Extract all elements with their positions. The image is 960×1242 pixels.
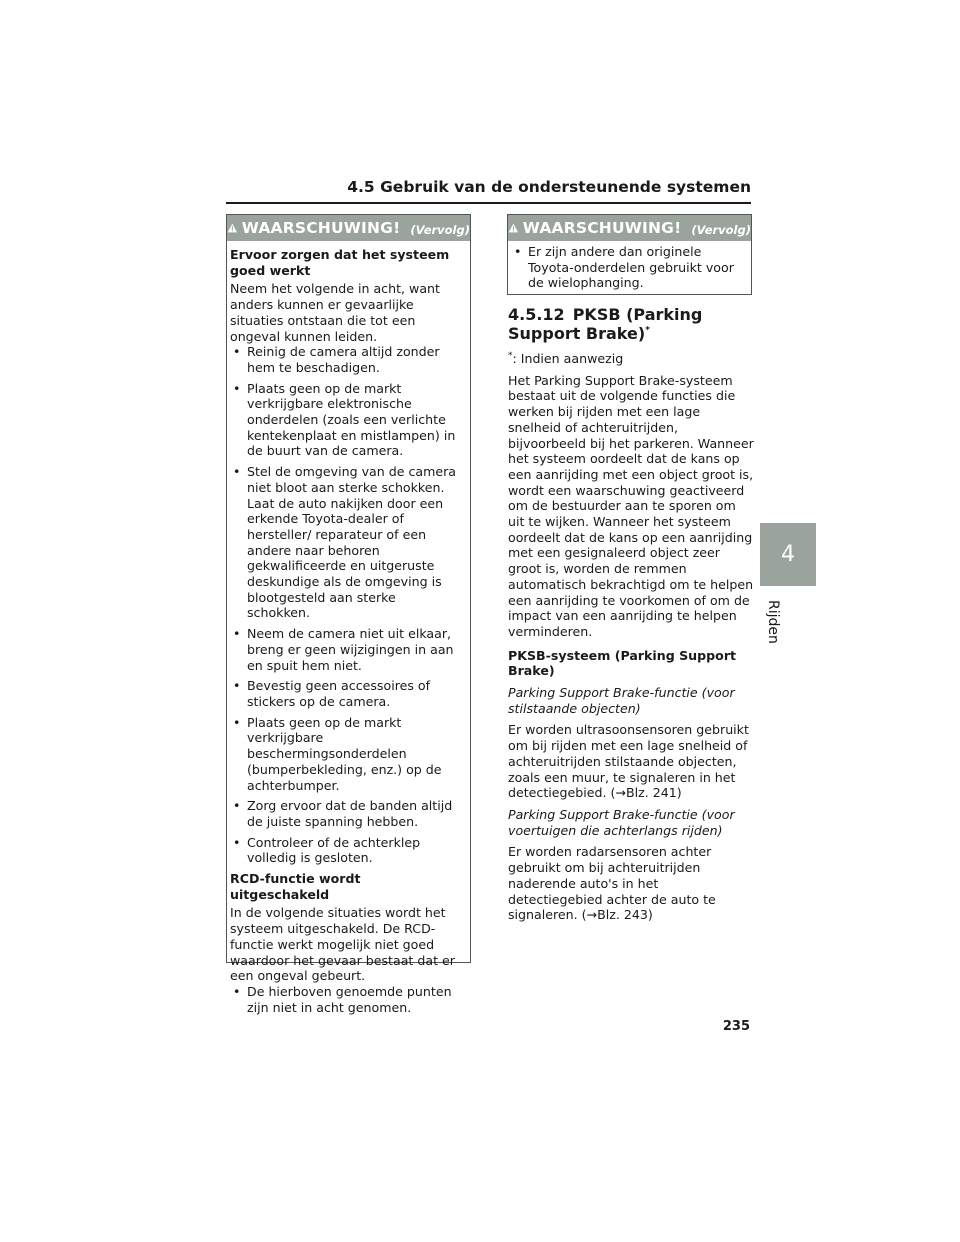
warning-header (227, 215, 470, 241)
warning-box-right (507, 214, 752, 295)
running-header: 4.5 Gebruik van de ondersteunende systemen (226, 178, 751, 204)
warning-header (508, 215, 751, 241)
warning-intro: In de volgende situaties wordt het systeem uitgeschakeld. De RCD-functie werkt mogelijk niet goed waardoor het gevaar bestaat dat er een ongeval gebeurt. (230, 905, 455, 984)
list-item: • Stel de omgeving van de camera niet bloot aan sterke schokken. Laat de auto nakijken door een erkende Toyota-dealer of hersteller/ reparateur of een andere naar behoren gekwalificeerde en uitgeruste deskundige als de omgeving is blootgesteld aan sterke schokken. (230, 464, 458, 621)
chapter-tab[interactable] (760, 523, 816, 586)
list-item: • Plaats geen op de markt verkrijgbare beschermingsonderdelen (bumperbekleding, enz.) op de achterbumper. (230, 715, 458, 794)
function-title: Parking Support Brake-functie (voor stilstaande objecten) (508, 685, 735, 716)
function-text: Er worden radarsensoren achter gebruikt om bij achteruitrijden naderende auto's in het detectiegebied achter de auto te signaleren. (→Blz. 243) (508, 844, 716, 923)
section-title-mark: * (645, 325, 650, 336)
function-text: Er worden ultrasoonsensoren gebruikt om bij rijden met een lage snelheid of achteruitrijden stilstaande objecten, zoals een muur, te signaleren in het detectiegebied. (→Blz. 241) (508, 722, 749, 801)
warning-triangle-icon (227, 220, 238, 236)
warning-triangle-icon (508, 220, 519, 236)
list-item: • Reinig de camera altijd zonder hem te beschadigen. (230, 344, 458, 375)
pksb-section (508, 305, 754, 929)
warning-heading: RCD-functie wordt uitgeschakeld (230, 871, 361, 902)
warning-title: WAARSCHUWING! (241, 219, 401, 237)
warning-bullet-list (230, 984, 458, 1015)
section-number: 4.5.12 (508, 305, 565, 324)
warning-body (227, 241, 470, 1028)
chapter-label: Rijden (765, 600, 781, 644)
warning-continued: (Vervolg) (410, 223, 470, 237)
list-item: • De hierboven genoemde punten zijn niet in acht genomen. (230, 984, 458, 1015)
warning-heading: Ervoor zorgen dat het systeem goed werkt (230, 247, 450, 278)
warning-body (508, 241, 751, 304)
warning-continued: (Vervolg) (691, 223, 751, 237)
warning-intro: Neem het volgende in acht, want anders kunnen er gevaarlijke situaties ontstaan die tot een ongeval kunnen leiden. (230, 281, 440, 344)
warning-bullet-list (511, 244, 739, 291)
function-title: Parking Support Brake-functie (voor voertuigen die achterlangs rijden) (508, 806, 735, 838)
section-title-text: PKSB (Parking Support Brake) (508, 305, 703, 343)
warning-box-left (226, 214, 471, 1015)
page-number: 235 (722, 1019, 750, 1034)
section-title (508, 305, 754, 343)
list-item: • Neem de camera niet uit elkaar, breng er geen wijzigingen in aan en spuit hem niet. (230, 626, 458, 673)
footnote-text: : Indien aanwezig (512, 351, 624, 366)
list-item: • Bevestig geen accessoires of stickers op de camera. (230, 678, 458, 709)
list-item: • Plaats geen op de markt verkrijgbare elektronische onderdelen (zoals een verlichte kentekenplaat en mistlampen) in de buurt van de camera. (230, 381, 458, 460)
list-item: • Zorg ervoor dat de banden altijd de juiste spanning hebben. (230, 798, 458, 829)
section-subheading: PKSB-systeem (Parking Support Brake) (508, 647, 737, 679)
list-item: • Controleer of de achterklep volledig is gesloten. (230, 835, 458, 866)
warning-bullet-list (230, 344, 458, 866)
list-item: • Er zijn andere dan originele Toyota-onderdelen gebruikt voor de wielophanging. (511, 244, 739, 291)
section-intro: Het Parking Support Brake-systeem bestaat uit de volgende functies die werken bij rijden met een lage snelheid of achteruitrijden, bijvoorbeeld bij het parkeren. Wanneer het systeem oordeelt dat de kans op een aanrijding met een object groot is, wordt een waarschuwing geactiveerd om de bestuurder aan te sporen om uit te wijken. Wanneer het systeem oordeelt dat de kans op een aanrijding met een gesignaleerd object zeer groot is, worden de remmen automatisch bekrachtigd om te helpen een aanrijding te voorkomen of om de impact van een aanrijding te helpen verminderen. (508, 372, 754, 639)
warning-title: WAARSCHUWING! (522, 219, 682, 237)
chapter-number: 4 (781, 542, 795, 567)
footnote-mark: * (508, 350, 513, 361)
section-footnote (508, 351, 754, 367)
